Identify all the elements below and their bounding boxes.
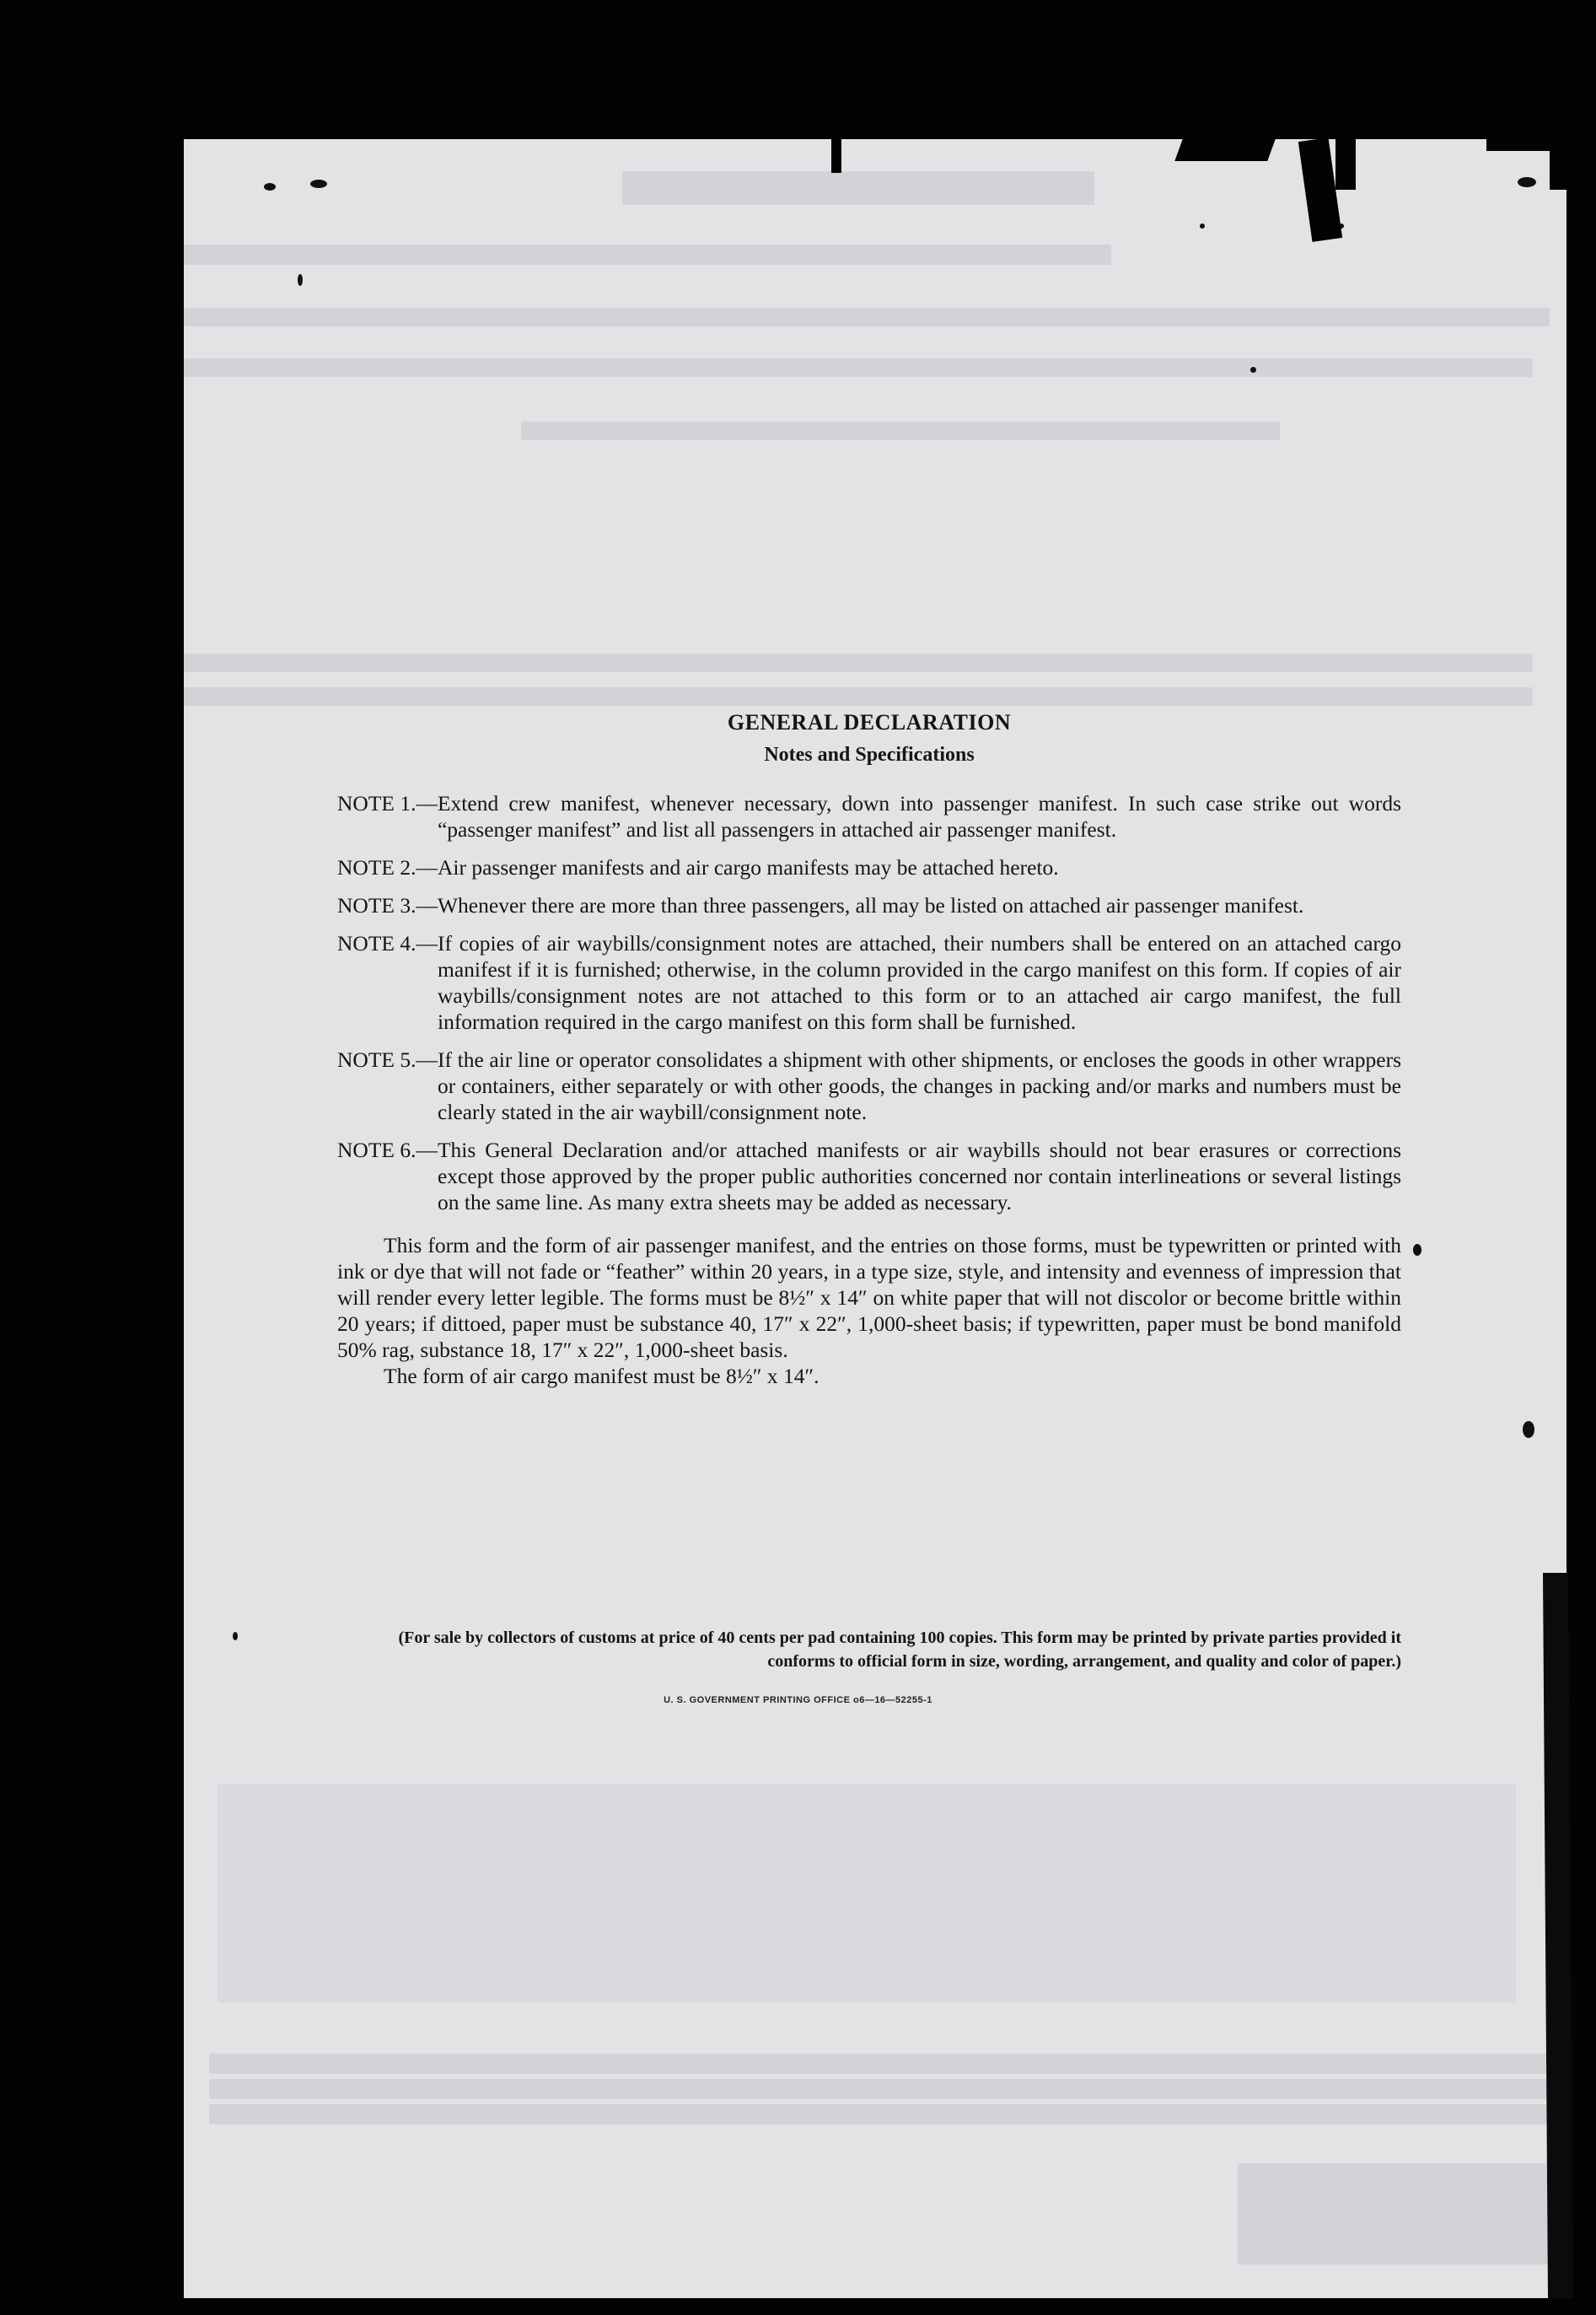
bleed-through-line <box>1238 2163 1550 2264</box>
ink-speck <box>298 274 303 286</box>
note-label: NOTE 1.— <box>337 791 438 816</box>
ink-speck <box>1518 177 1536 187</box>
note-text: Air passenger manifests and air cargo manifests may be attached hereto. <box>437 855 1059 880</box>
ink-speck <box>1200 223 1205 229</box>
torn-edge <box>831 139 841 173</box>
document-subtitle: Notes and Specifications <box>764 744 975 766</box>
ink-speck <box>310 180 327 188</box>
bleed-through-line <box>184 358 1533 377</box>
note-text: Whenever there are more than three passengers, all may be listed on attached air passenger manifest. <box>437 893 1304 918</box>
note-item <box>337 1047 1401 1125</box>
note-label: NOTE 3.— <box>337 893 438 918</box>
torn-edge <box>1174 139 1275 161</box>
bleed-through-line <box>209 2079 1558 2099</box>
bleed-through-line <box>184 245 1111 265</box>
document-title: GENERAL DECLARATION <box>727 710 1012 735</box>
torn-edge <box>1543 1573 1573 2298</box>
note-text: If the air line or operator consolidates a shipment with other shipments, or encloses the goods in other wrappers or containers, either separately or with other goods, the changes in packing and/or marks and numbers must be clearly stated in the air waybill/consignment note. <box>437 1047 1401 1124</box>
format-requirements-paragraph: This form and the form of air passenger manifest, and the entries on those forms, must be typewritten or printed with ink or dye that will not fade or “feather” within 20 years, in a type size, style, and intensity and evenness of impression that will render every letter legible. The forms must be 8½″ x 14″ on white paper that will not discolor or become brittle within 20 years; if dittoed, paper must be substance 40, 17″ x 22″, 1,000-sheet basis; if typewritten, paper must be bond manifold 50% rag, substance 18, 17″ x 22″, 1,000-sheet basis. <box>337 1233 1401 1362</box>
bleed-through-table <box>218 1784 1516 2003</box>
note-text: If copies of air waybills/consignment notes are attached, their numbers shall be entered on an attached cargo manifest if it is furnished; otherwise, in the column provided in the cargo manifest on this form. If copies of air waybills/consignment notes are not attached to this form or to an attached air cargo manifest, the full information required in the cargo manifest on this form shall be furnished. <box>437 931 1401 1034</box>
note-label: NOTE 5.— <box>337 1047 438 1072</box>
bleed-through-line <box>184 654 1533 672</box>
note-item <box>337 1137 1401 1215</box>
note-item <box>337 854 1401 880</box>
note-label: NOTE 2.— <box>337 855 438 880</box>
note-text: This General Declaration and/or attached manifests or air waybills should not bear erasures or corrections except those approved by the proper public authorities concerned nor contain interlineations or several listings on the same line. As many extra sheets may be added as necessary. <box>437 1138 1401 1214</box>
bleed-through-line <box>184 687 1533 706</box>
torn-edge <box>1550 139 1575 190</box>
sale-notice: (For sale by collectors of customs at price of 40 cents per pad containing 100 copies. This form may be printed by private parties provided it conforms to official form in size, wording, arrangement, and quality and color of paper.) <box>398 1629 1401 1671</box>
bleed-through-header <box>622 171 1094 205</box>
bleed-through-line <box>209 2104 1558 2124</box>
ink-speck <box>264 183 276 191</box>
note-text: Extend crew manifest, whenever necessary, down into passenger manifest. In such case strike out words “passenger manifest” and list all passengers in attached air passenger manifest. <box>437 791 1401 842</box>
ink-speck <box>1413 1244 1421 1256</box>
ink-speck <box>1250 367 1256 373</box>
declaration-text <box>337 710 1401 1389</box>
note-item <box>337 790 1401 843</box>
note-item <box>337 892 1401 918</box>
torn-edge <box>1335 139 1356 190</box>
note-item <box>337 930 1401 1035</box>
printer-imprint: U. S. GOVERNMENT PRINTING OFFICE o6—16—52255-1 <box>664 1695 932 1705</box>
cargo-manifest-size-line: The form of air cargo manifest must be 8½″ x 14″. <box>384 1364 819 1388</box>
note-label: NOTE 6.— <box>337 1138 438 1162</box>
bleed-through-line <box>521 422 1280 440</box>
bleed-through-line <box>209 2054 1558 2074</box>
ink-speck <box>233 1632 238 1640</box>
ink-speck <box>1523 1421 1534 1438</box>
bleed-through-line <box>184 308 1550 326</box>
note-label: NOTE 4.— <box>337 931 438 956</box>
